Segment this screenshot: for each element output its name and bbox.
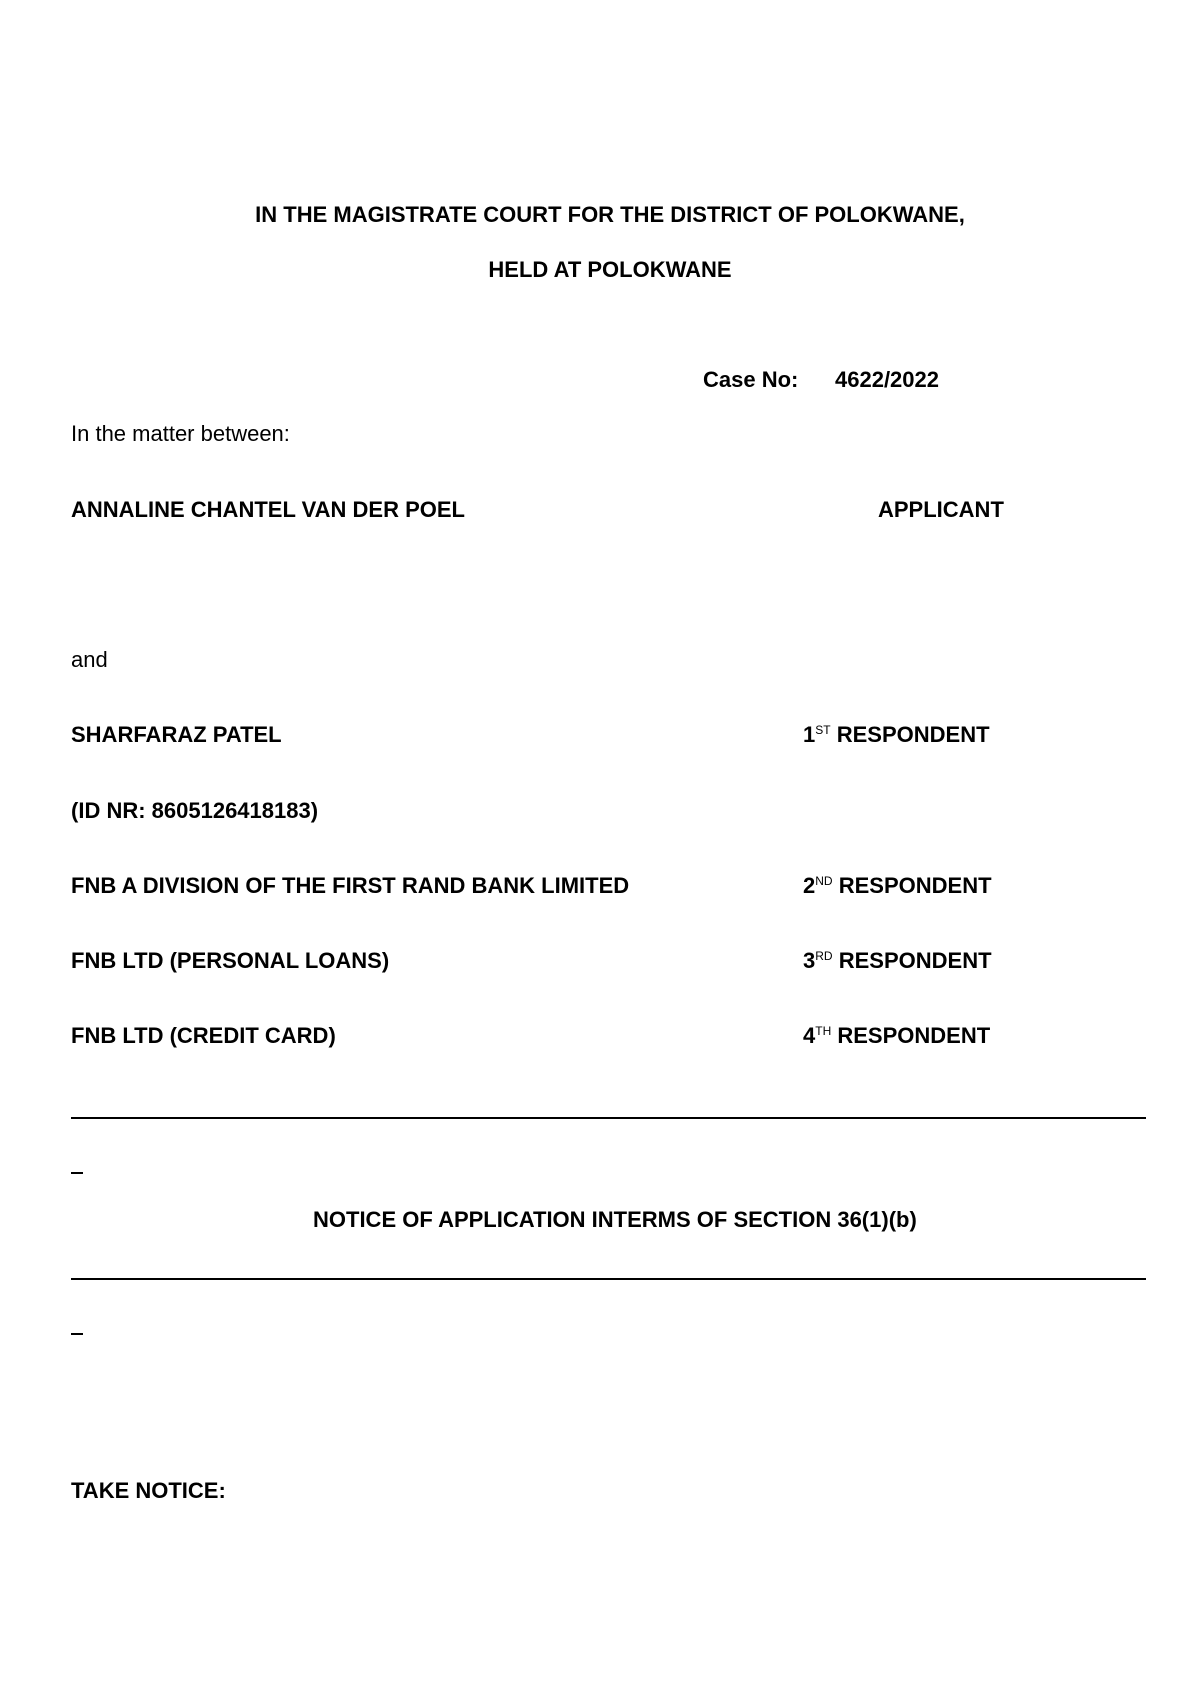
respondent-3-suffix: RD	[815, 949, 833, 963]
court-title: IN THE MAGISTRATE COURT FOR THE DISTRICT OF POLOKWANE,	[255, 202, 965, 227]
respondent-1-ordinal: 1	[803, 722, 816, 747]
respondent-2-name: FNB A DIVISION OF THE FIRST RAND BANK LIMITED	[71, 873, 630, 898]
respondent-4-suffix: TH	[815, 1024, 832, 1038]
respondent-1-role	[803, 722, 990, 748]
conjunction-and: and	[71, 647, 108, 672]
respondent-1-id-number: (ID NR: 8605126418183)	[71, 798, 319, 823]
divider-bottom	[71, 1278, 1146, 1280]
court-held-at: HELD AT POLOKWANE	[488, 257, 732, 282]
respondent-1-name: SHARFARAZ PATEL	[71, 722, 282, 747]
divider-bottom-tail	[71, 1333, 83, 1335]
matter-between: In the matter between:	[71, 421, 290, 446]
respondent-3-role-label: RESPONDENT	[838, 948, 992, 973]
case-number: 4622/2022	[835, 367, 939, 392]
applicant-name: ANNALINE CHANTEL VAN DER POEL	[71, 497, 465, 522]
case-number-label: Case No:	[703, 367, 799, 392]
notice-title: NOTICE OF APPLICATION INTERMS OF SECTION 36(1)(b)	[313, 1207, 917, 1232]
respondent-4-ordinal: 4	[803, 1023, 816, 1048]
respondent-4-role	[803, 1023, 990, 1049]
respondent-2-role	[803, 873, 992, 899]
respondent-3-name: FNB LTD (PERSONAL LOANS)	[71, 948, 390, 973]
respondent-4-name: FNB LTD (CREDIT CARD)	[71, 1023, 336, 1048]
respondent-2-ordinal: 2	[803, 873, 816, 898]
take-notice-heading: TAKE NOTICE:	[71, 1478, 226, 1503]
respondent-2-role-label: RESPONDENT	[838, 873, 992, 898]
respondent-3-ordinal: 3	[803, 948, 816, 973]
respondent-1-suffix: ST	[815, 723, 831, 737]
divider-top-tail	[71, 1172, 83, 1174]
respondent-1-role-label: RESPONDENT	[836, 722, 990, 747]
respondent-3-role	[803, 948, 992, 974]
divider-top	[71, 1117, 1146, 1119]
respondent-2-suffix: ND	[815, 874, 833, 888]
respondent-4-role-label: RESPONDENT	[837, 1023, 991, 1048]
applicant-role: APPLICANT	[878, 497, 1004, 522]
